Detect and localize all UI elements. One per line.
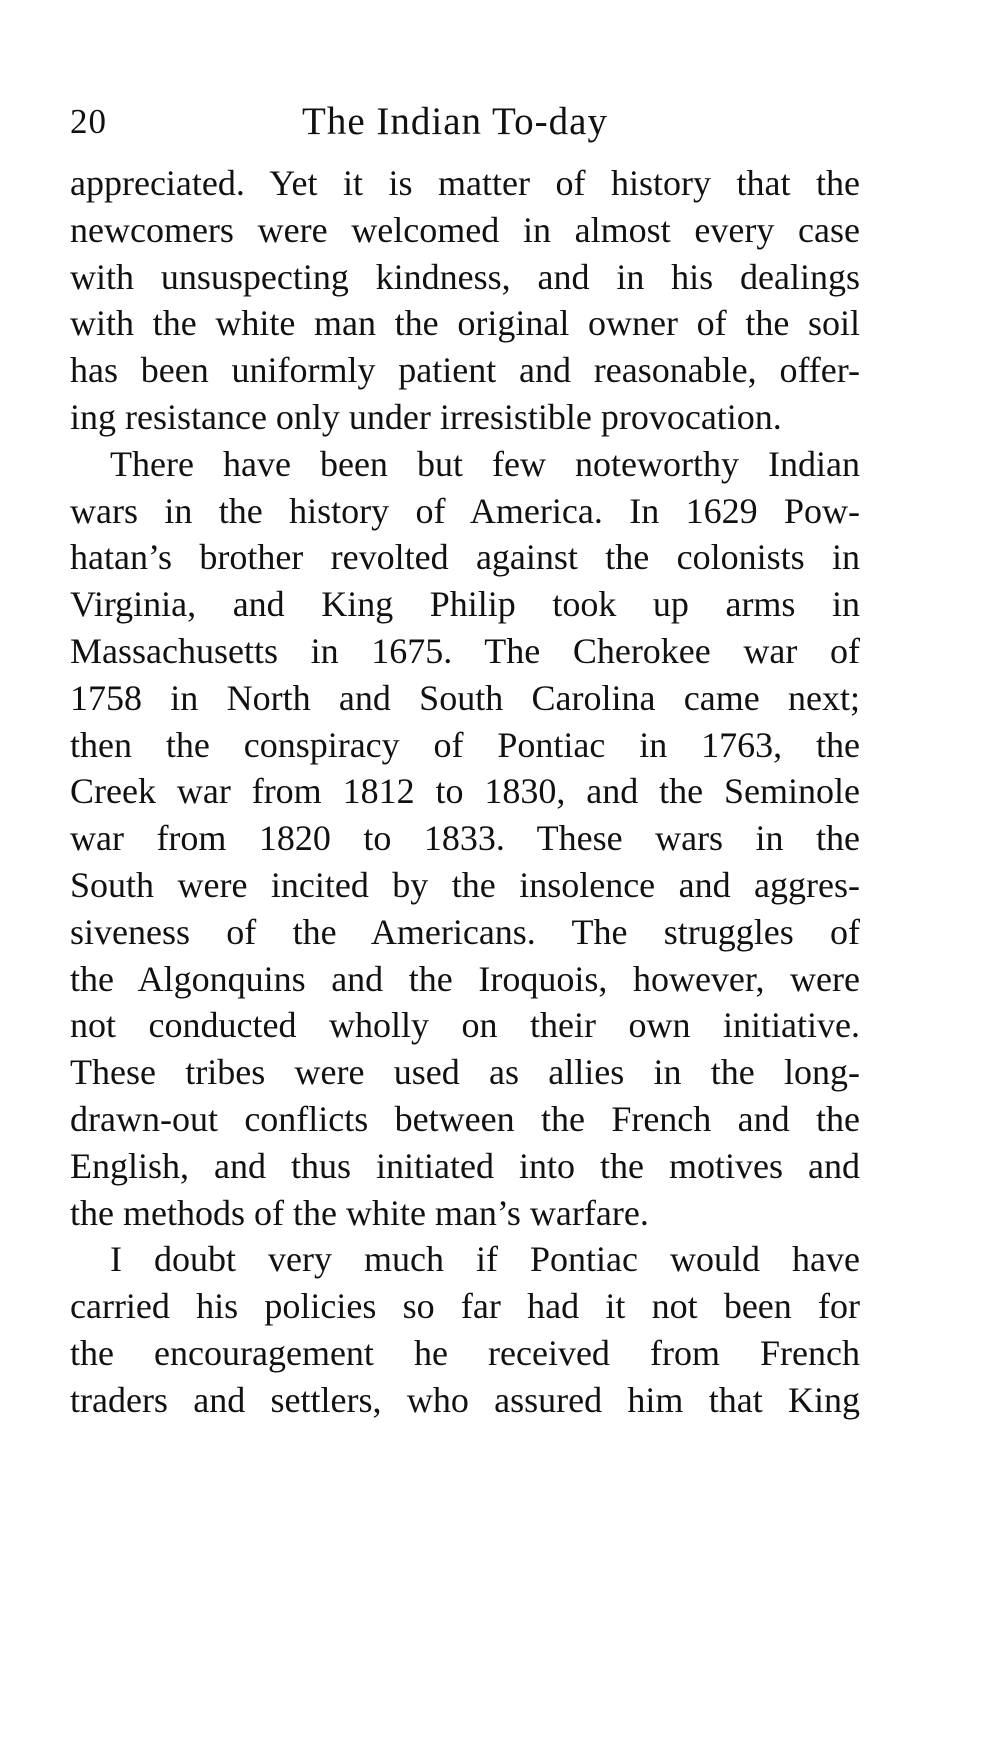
text-line: There have been but few noteworthy Indian: [110, 443, 860, 484]
running-title: The Indian To-day: [302, 100, 608, 143]
text-line: appreciated. Yet it is matter of history that the: [70, 163, 860, 203]
text-line: war from 1820 to 1833. These wars in the: [70, 818, 860, 859]
text-line: South were incited by the insolence and aggres-: [70, 864, 860, 905]
text-line: I doubt very much if Pontiac would have: [110, 1239, 860, 1280]
text-line: the Algonquins and the Iroquois, however, were: [70, 958, 860, 999]
text-line: Virginia, and King Philip took up arms in: [70, 584, 860, 625]
text-line: ing resistance only under irresistible provocation.: [70, 396, 782, 437]
text-line: has been uniformly patient and reasonable, offer-: [70, 350, 860, 391]
text-line: drawn-out conflicts between the French and the: [70, 1098, 860, 1139]
text-line: the methods of the white man’s warfare.: [70, 1192, 649, 1233]
body-text: [70, 160, 860, 1424]
text-line: English, and thus initiated into the motives and: [70, 1145, 860, 1186]
text-line: wars in the history of America. In 1629 Pow-: [70, 490, 860, 531]
text-line: Creek war from 1812 to 1830, and the Seminole: [70, 771, 860, 812]
text-line: siveness of the Americans. The struggles of: [70, 911, 860, 952]
text-line: Massachusetts in 1675. The Cherokee war of: [70, 630, 860, 671]
text-line: hatan’s brother revolted against the colonists in: [70, 537, 860, 578]
text-line: 1758 in North and South Carolina came next;: [70, 677, 860, 718]
text-line: newcomers were welcomed in almost every case: [70, 209, 860, 250]
text-line: with the white man the original owner of the soil: [70, 303, 860, 344]
running-head: [70, 92, 860, 152]
paragraph-3: [70, 1236, 860, 1423]
text-line: not conducted wholly on their own initiative.: [70, 1005, 860, 1046]
text-line: These tribes were used as allies in the long-: [70, 1052, 860, 1093]
paragraph-1: [70, 160, 860, 441]
text-line: then the conspiracy of Pontiac in 1763, the: [70, 724, 860, 765]
page-number: 20: [70, 102, 107, 141]
paragraph-2: [70, 441, 860, 1237]
text-line: traders and settlers, who assured him that King: [70, 1379, 860, 1420]
text-line: carried his policies so far had it not been for: [70, 1286, 860, 1327]
text-line: the encouragement he received from French: [70, 1332, 860, 1373]
text-line: with unsuspecting kindness, and in his dealings: [70, 256, 860, 297]
